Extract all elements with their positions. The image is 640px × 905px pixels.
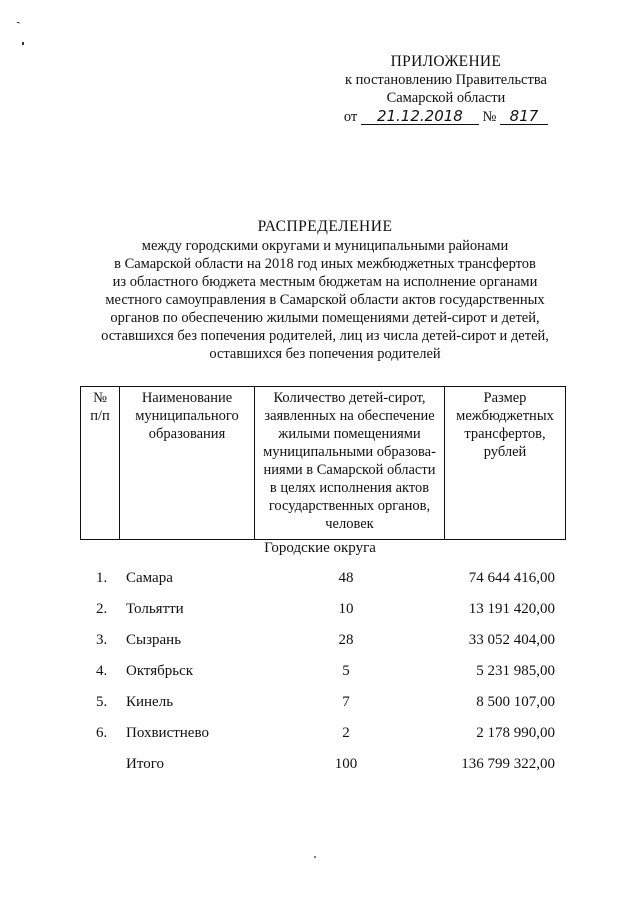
table-row (0, 632, 640, 652)
annex-heading: ПРИЛОЖЕНИЕ (390, 53, 502, 70)
title-main: РАСПРЕДЕЛЕНИЕ (257, 218, 393, 235)
row-number: 1. (96, 570, 108, 586)
title-line: оставшихся без попечения родителей, лиц из числа детей-сирот и детей, (101, 328, 549, 344)
scan-mark-dot (22, 42, 24, 45)
header-text: человек (325, 516, 374, 532)
row-amount: 13 191 420,00 (468, 601, 555, 617)
total-label: Итого (126, 756, 164, 772)
scan-dot (314, 856, 316, 858)
header-text: в целях исполнения актов (269, 480, 430, 496)
row-number: 4. (96, 663, 108, 679)
row-amount: 5 231 985,00 (476, 663, 555, 679)
title-line: оставшихся без попечения родителей (209, 346, 441, 362)
header-cell-name (120, 387, 255, 540)
document-title (40, 218, 610, 363)
row-quantity: 5 (342, 663, 350, 679)
row-name: Похвистнево (126, 725, 209, 741)
header-text: межбюджетных (456, 408, 554, 424)
title-line: из областного бюджета местным бюджетам на исполнение органами (112, 274, 538, 290)
header-text: Наименование (141, 390, 233, 406)
header-text: Размер (483, 390, 527, 406)
row-amount: 33 052 404,00 (468, 632, 555, 648)
header-text: муниципальными образова- (263, 444, 436, 460)
total-amount: 136 799 322,00 (461, 756, 555, 772)
row-name: Сызрань (126, 632, 182, 648)
header-cell-amount (445, 387, 566, 540)
annex-date-line (344, 108, 548, 126)
row-amount: 74 644 416,00 (468, 570, 555, 586)
title-line: местного самоуправления в Самарской области актов государственных (105, 292, 545, 308)
annex-line-1: к постановлению Правительства (344, 72, 547, 88)
header-text: государственных органов, (268, 498, 431, 514)
header-text: муниципального (135, 408, 239, 424)
row-name: Октябрьск (126, 663, 194, 679)
annex-line-2: Самарской области (386, 90, 506, 106)
header-text: заявленных на обеспечение (264, 408, 435, 424)
header-text: п/п (90, 408, 110, 424)
row-quantity: 7 (342, 694, 350, 710)
row-amount: 8 500 107,00 (476, 694, 555, 710)
row-name: Кинель (126, 694, 174, 710)
row-quantity: 2 (342, 725, 350, 741)
header-text: образования (148, 426, 226, 442)
table-row (0, 570, 640, 590)
header-text: Количество детей-сирот, (273, 390, 426, 406)
row-quantity: 48 (338, 570, 354, 586)
row-name: Тольятти (126, 601, 184, 617)
total-quantity: 100 (334, 756, 358, 772)
header-cell-number (81, 387, 120, 540)
header-text: трансфертов, (464, 426, 546, 442)
table-row (0, 725, 640, 745)
table-row (0, 601, 640, 621)
row-quantity: 28 (338, 632, 354, 648)
scan-mark: ˋ (15, 19, 25, 36)
header-text: рублей (483, 444, 527, 460)
number-prefix: № (482, 109, 497, 125)
header-text: жилыми помещениями (278, 426, 421, 442)
group-title: Городские округа (264, 540, 376, 556)
row-number: 2. (96, 601, 108, 617)
date-prefix: от (343, 109, 358, 125)
title-line: в Самарской области на 2018 год иных межбюджетных трансфертов (114, 256, 536, 272)
row-amount: 2 178 990,00 (476, 725, 555, 741)
handwritten-date: 21.12.2018 (361, 109, 479, 125)
handwritten-number: 817 (500, 109, 548, 125)
header-text: ниями в Самарской области (263, 462, 436, 478)
table-header (80, 386, 566, 540)
row-name: Самара (126, 570, 173, 586)
row-number: 3. (96, 632, 108, 648)
table-row (0, 694, 640, 714)
row-number: 5. (96, 694, 108, 710)
header-cell-quantity (255, 387, 445, 540)
annex-block (344, 53, 548, 126)
header-text: № (93, 390, 107, 406)
title-line: органов по обеспечению жилыми помещениями детей-сирот и детей, (110, 310, 540, 326)
table-row (0, 663, 640, 683)
row-quantity: 10 (338, 601, 354, 617)
total-row (0, 756, 640, 776)
title-line: между городскими округами и муниципальными районами (141, 238, 509, 254)
row-number: 6. (96, 725, 108, 741)
